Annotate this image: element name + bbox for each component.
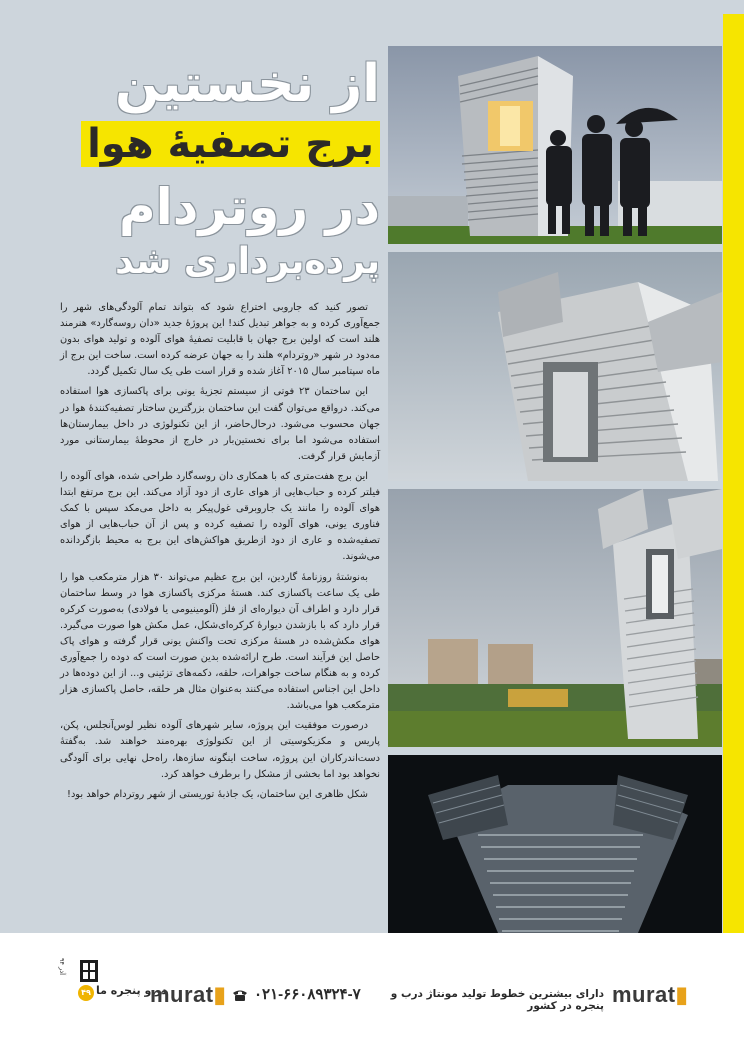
brand-mark-icon: ▮ [675,982,689,1007]
title-line-4: پرده‌برداری شد [115,241,380,282]
paragraph: درصورت موفقیت این پروژه، سایر شهرهای آلوده نظیر لوس‌آنجلس، پکن، پاریس و مکزیکوسیتی از این تکنولوژی بهره‌مند خواهند شد. به‌گفتۀ دست‌اندرکاران این پروژه، ساخت اینگونه سازه‌ها، راه‌حل نهایی برای آلودگی نخواهد بود اما بخشی از مشکل را برطرف خواهد کرد. [60,720,380,780]
brand-text: murat [150,982,214,1007]
title-line-2-highlight: برج تصفیۀ هوا [81,121,380,167]
photo-tower-top-night [388,755,722,933]
page-number-badge: ۴۹ [78,985,94,1001]
title-line-1: از نخستین [114,54,380,114]
article-title [60,54,380,292]
phone-number: ۰۲۱-۶۶۰۸۹۳۲۴-۷ [254,986,361,1003]
photo-tower-low-angle [388,252,722,481]
magazine-name: در و پنجره ما [96,984,168,997]
paragraph: شکل ظاهری این ساختمان، یک جاذبۀ توریستی از شهر روتردام خواهد بود! [67,788,368,800]
paragraph: این ساختمان ۲۳ فوتی از سیستم تجزیۀ یونی برای پاکسازی هوا استفاده می‌کند. درواقع می‌توان گفت این ساختمان بزرگترین ساختار تصفیه‌کنندۀ هوا در جهان محسوب می‌شود. درحال‌حاضر، از این تکنولوژی در داخل بیمارستان‌ها استفاده می‌شود اما برای نخستین‌بار در خارج از محوطۀ بیمارستانی مورد آزمایش قرار گرفت. [60,386,380,462]
paragraph: این برج هفت‌متری که با همکاری دان روسه‌گارد طراحی شده، هوای آلوده را فیلتر کرده و حباب‌هایی از هوای عاری از دود آزاد می‌کند. این برج مرتفع ابتدا هوای آلوده را مانند یک جاروبرقی غول‌پیکر به داخل می‌مکد سپس با کمک فناوری یونی، هوای آلوده را تصفیه کرده و پس از آن حباب‌هایی از هوای تصفیه‌شده و عاری از دود ازطریق هواکش‌های این برج به محیط بازگردانده می‌شوند. [60,470,380,563]
brand-text: murat [612,982,676,1007]
title-line-2 [60,121,380,182]
issue-label: آذر ۹۴ [58,958,66,975]
photo-tower-with-visitors [388,46,722,244]
paragraph: تصور کنید که جاروبی اختراع شود که بتواند تمام آلودگی‌های شهر را جمع‌آوری کرده و به جواهر تبدیل کند! این پروژۀ جدید «دان روسه‌گارد» هنرمند هلند است که اولین برج جهان با قابلیت تصفیۀ هوای آلوده و تولید هوای بدون مه‌دود در شهر «روتردام» هلند را به جهان عرضه کرده است. ساخت این برج از ماه سپتامبر سال ۲۰۱۵ آغاز شده و قرار است طی یک سال تکمیل گردد. [60,302,380,378]
phone-icon [232,989,248,1001]
murat-logo-left [150,982,226,1008]
brand-mark-icon: ▮ [213,982,227,1007]
article-body [60,300,380,807]
title-line-3: در روتردام [118,178,380,236]
yellow-edge-strip [723,14,744,933]
paragraph: به‌نوشتۀ روزنامۀ گاردین، این برج عظیم می‌تواند ۳۰ هزار مترمکعب هوا را طی یک ساعت پاکسازی کند. هستۀ مرکزی پاکسازی هوا در وسط ساختمان قرار دارد و اطراف آن دیواره‌ای از فلز (آلومینیومی یا فولادی) به‌صورت کرکره قرار دارد که با بازشدن دیوارۀ کرکره‌ای‌شکل، عمل مکش هوا صورت می‌گیرد. هوای مکش‌شده در هستۀ مرکزی تحت واکنش یونی قرار گرفته و هوای پاک حاصل این فرآیند است. طرح ارائه‌شده بدین صورت است که دوده را جمع‌آوری کرده و به هنگام ساخت جواهرات، حلقه، دکمه‌های تزئینی و... از این دوده‌ها در داخل این اجناس استفاده می‌کنند به‌عنوان مثال هر حلقه، حاصل پاکسازی هزار مترمکعب هوا می‌باشد. [60,571,380,712]
murat-logo-right [612,982,688,1008]
footer-tagline: دارای بیشترین خطوط تولید مونتاژ درب و پنجره در کشور [390,988,604,1012]
photo-tower-in-park [388,489,722,747]
